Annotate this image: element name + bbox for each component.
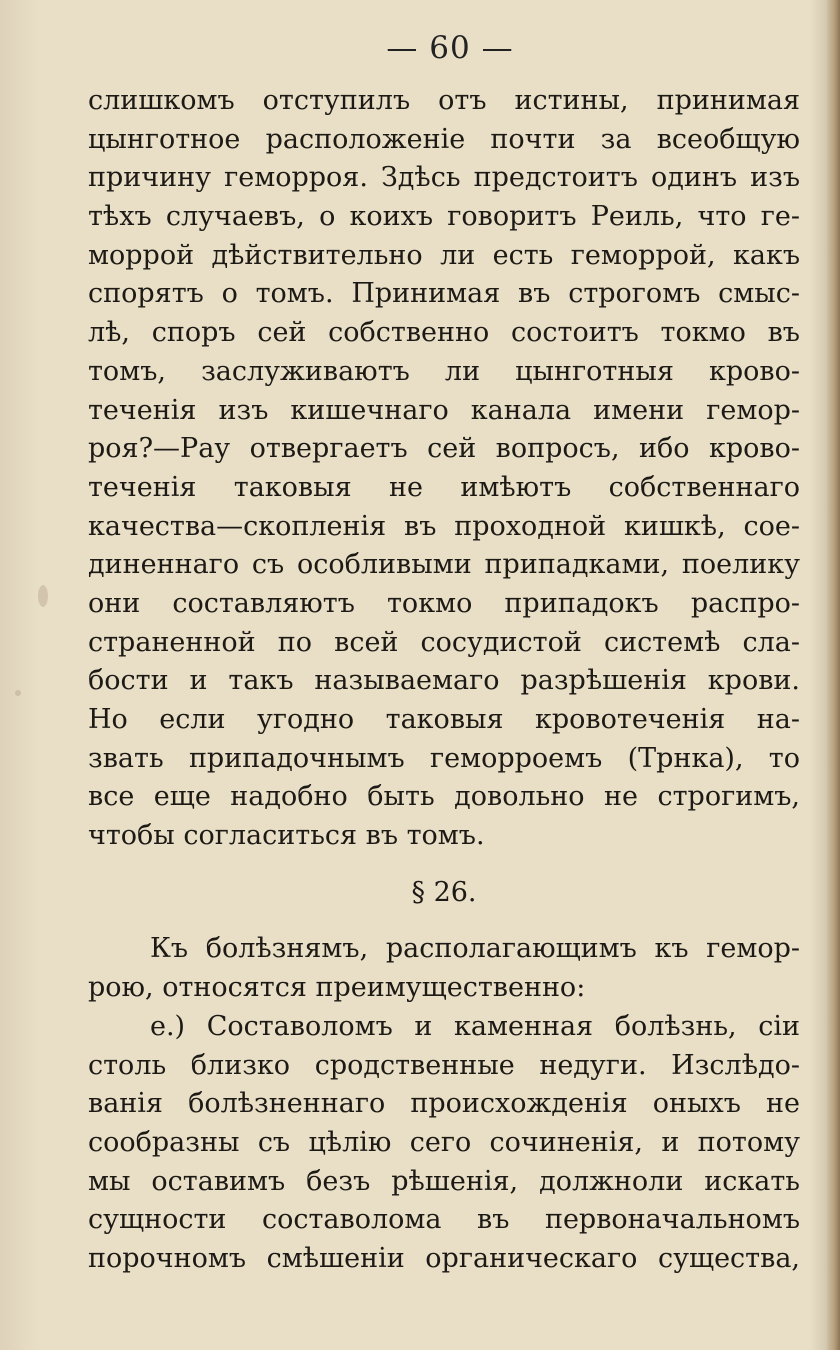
- paragraph-1: [88, 82, 800, 856]
- text-line: цынготное расположеніе почти за всеобщую: [88, 123, 800, 155]
- page-text: [88, 82, 800, 1279]
- text-line: теченія изъ кишечнаго канала имени гемор-: [88, 394, 800, 426]
- page-edge: [826, 0, 840, 1350]
- text-line: все еще надобно быть довольно не строгимъ,: [88, 781, 800, 813]
- text-line: порочномъ смѣшеніи органическаго существа,: [88, 1242, 800, 1274]
- text-line: бости и такъ называемаго разрѣшенія крови.: [88, 665, 800, 697]
- text-line: причину геморроя. Здѣсь предстоитъ одинъ изъ: [88, 162, 800, 194]
- text-line: сообразны съ цѣлію сего сочиненія, и потому: [88, 1126, 800, 1158]
- text-line: лѣ, споръ сей собственно состоитъ токмо въ: [88, 317, 800, 349]
- text-line: теченія таковыя не имѣютъ собственнаго: [88, 471, 800, 503]
- paper-spot: [15, 690, 21, 696]
- text-line: качества—скопленія въ проходной кишкѣ, сое-: [88, 510, 800, 542]
- text-line: чтобы согласиться въ томъ.: [88, 820, 485, 852]
- text-line: звать припадочнымъ геморроемъ (Трнка), то: [88, 742, 800, 774]
- page-number: — 60 —: [386, 30, 514, 66]
- text-line: спорятъ о томъ. Принимая въ строгомъ смыс-: [88, 278, 800, 310]
- text-line: мы оставимъ безъ рѣшенія, должноли искать: [88, 1165, 800, 1197]
- text-line: е.) Составоломъ и каменная болѣзнь, сіи: [150, 1010, 800, 1042]
- text-line: столь близко сродственные недуги. Изслѣдо-: [88, 1049, 800, 1081]
- text-line: Но если угодно таковыя кровотеченія на-: [88, 704, 800, 735]
- text-line: Къ болѣзнямъ, располагающимъ къ гемор-: [150, 933, 800, 965]
- text-line: томъ, заслуживаютъ ли цынготныя крово-: [88, 355, 800, 387]
- text-line: рою, относятся преимущественно:: [88, 972, 586, 1004]
- paper-spot: [38, 585, 48, 607]
- text-line: они составляютъ токмо припадокъ распро-: [88, 587, 800, 619]
- text-line: тѣхъ случаевъ, о коихъ говоритъ Реиль, что ге-: [88, 201, 800, 233]
- text-line: страненной по всей сосудистой системѣ сла-: [88, 626, 800, 658]
- text-line: сущности составолома въ первоначальномъ: [88, 1204, 800, 1236]
- paragraph-3: [88, 1008, 800, 1279]
- text-line: диненнаго съ особливыми припадками, поелику: [88, 549, 800, 581]
- paragraph-2: [88, 930, 800, 1007]
- text-line: ванія болѣзненнаго происхожденія оныхъ не: [88, 1088, 800, 1120]
- section-heading: § 26.: [411, 876, 477, 908]
- text-line: роя?—Рау отвергаетъ сей вопросъ, ибо крово-: [88, 433, 800, 465]
- text-line: слишкомъ отступилъ отъ истины, принимая: [88, 85, 800, 116]
- text-line: моррой дѣйствительно ли есть геморрой, какъ: [88, 239, 800, 271]
